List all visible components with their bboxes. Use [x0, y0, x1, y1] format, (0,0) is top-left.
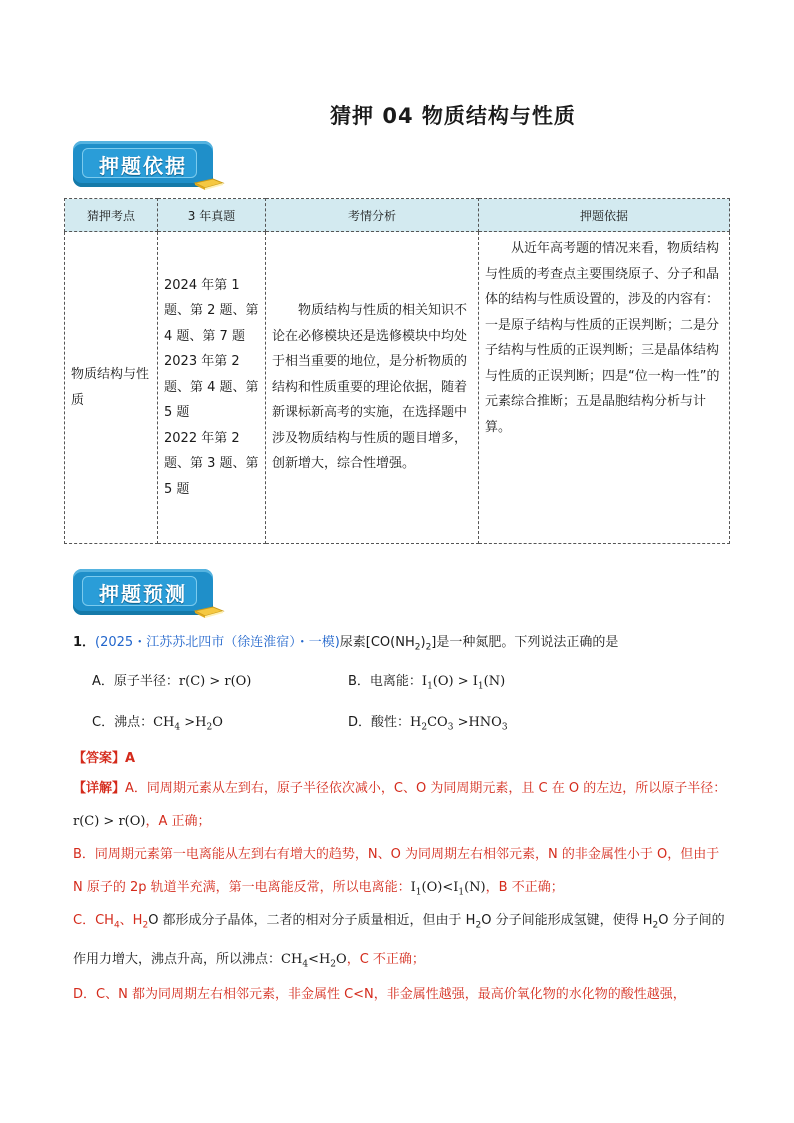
- stem-part: 尿素[CO(NH: [339, 635, 415, 650]
- detail-text: 、H: [119, 913, 143, 928]
- detail-paragraph-b: [73, 838, 733, 910]
- detail-text: O 都形成分子晶体，二者的相对分子质量相近，但由于 H: [148, 913, 476, 928]
- detail-text: A．同周期元素从左到右，原子半径依次减小，C、O 为同周期元素，且 C 在 O 的左边，所以原子半径：: [125, 781, 727, 796]
- detail-text: ，A 正确；: [145, 814, 211, 829]
- section-banner-predict: [73, 569, 225, 623]
- col-header-basis: 押题依据: [479, 199, 730, 232]
- option-d[interactable]: [348, 711, 508, 733]
- book-icon: [193, 177, 225, 191]
- sub: 2: [652, 920, 659, 931]
- detail-text: ，B 不正确；: [485, 880, 564, 895]
- cell-years: [158, 232, 266, 544]
- option-b[interactable]: [348, 670, 505, 692]
- option-label: A．原子半径：: [92, 674, 179, 689]
- option-c[interactable]: [92, 711, 223, 733]
- option-label: C．沸点：: [92, 715, 154, 730]
- detail-text: ，C 不正确；: [346, 951, 425, 967]
- answer-label: 【答案】A: [73, 751, 136, 766]
- detail-label: 【详解】: [73, 781, 126, 796]
- col-header-topic: 猜押考点: [65, 199, 158, 232]
- col-header-analysis: 考情分析: [266, 199, 479, 232]
- detail-text: B．同周期元素第一电离能从左到右有增大的趋势，N、O 为同周期左右相邻元素，N 的非金属性小于 O，但由于 N 原子的 2p 轨道半充满，第一电离能反常，所以电离能：: [73, 847, 720, 895]
- option-label: D．酸性：: [348, 715, 411, 730]
- stem-part: ]是一种氮肥。下列说法正确的是: [431, 635, 619, 650]
- sub: 2: [475, 920, 482, 931]
- year-2022: 2022 年第 2 题、第 3 题、第 5 题: [164, 430, 259, 497]
- detail-expr: $CH_4<H_2O$: [281, 951, 347, 970]
- banner-label: 押题依据: [99, 154, 187, 178]
- stem-part: ): [420, 635, 426, 650]
- page-title: 猜押 04 物质结构与性质: [330, 104, 576, 128]
- detail-paragraph-d: D．C、N 都为同周期左右相邻元素，非金属性 C<N，非金属性越强，最高价氧化物的水化物的酸性越强，: [73, 987, 686, 1002]
- basis-table: [64, 198, 730, 544]
- sub: 2: [142, 920, 149, 931]
- question-stem: [73, 631, 618, 660]
- detail-paragraph-a: [73, 772, 733, 838]
- detail-text: O 分子间的作用力增大，沸点升高，所以沸点：: [73, 913, 725, 967]
- detail-expr: r(C) > r(O): [73, 814, 146, 829]
- book-icon: [193, 605, 225, 619]
- option-label: B．电离能：: [348, 674, 422, 689]
- detail-text: C．CH: [73, 913, 114, 928]
- detail-expr: $I_1(O)<I_1(N)$: [410, 880, 486, 898]
- sub: 2: [425, 642, 432, 653]
- question-source: (2025・江苏苏北四市（徐连淮宿）・一模): [95, 635, 340, 650]
- detail-paragraph-c: [73, 904, 733, 981]
- cell-analysis: 物质结构与性质的相关知识不论在必修模块还是选修模块中均处于相当重要的地位，是分析物质的结构和性质重要的理论依据，随着新课标新高考的实施，在选择题中涉及物质结构与性质的题目增多，创新增大，综合性增强。: [266, 232, 479, 544]
- option-expr: $CH_4 >H_2O$: [153, 715, 223, 733]
- section-banner-basis: [73, 141, 225, 195]
- col-header-years: 3 年真题: [158, 199, 266, 232]
- question-number: 1．: [73, 635, 96, 650]
- cell-basis: 从近年高考题的情况来看，物质结构与性质的考查点主要围绕原子、分子和晶体的结构与性质设置的，涉及的内容有：一是原子结构与性质的正误判断；二是分子结构与性质的正误判断；三是晶体结构与性质的正误判断；四是“位一构一性”的元素综合推断；五是晶胞结构分析与计算。: [479, 232, 730, 544]
- banner-label: 押题预测: [99, 582, 187, 606]
- option-a[interactable]: [92, 670, 251, 689]
- sub: 4: [113, 920, 120, 931]
- option-expr: $I_1(O) > I_1(N)$: [421, 674, 506, 692]
- sub: 2: [414, 642, 421, 653]
- cell-topic: 物质结构与性质: [65, 232, 158, 544]
- option-expr: $H_2CO_3 >HNO_3$: [410, 715, 508, 733]
- year-2023: 2023 年第 2 题、第 4 题、第 5 题: [164, 354, 259, 421]
- year-2024: 2024 年第 1 题、第 2 题、第 4 题、第 7 题: [164, 277, 259, 344]
- detail-text: O 分子间能形成氢键，使得 H: [481, 913, 653, 928]
- option-expr: r(C) > r(O): [178, 674, 252, 689]
